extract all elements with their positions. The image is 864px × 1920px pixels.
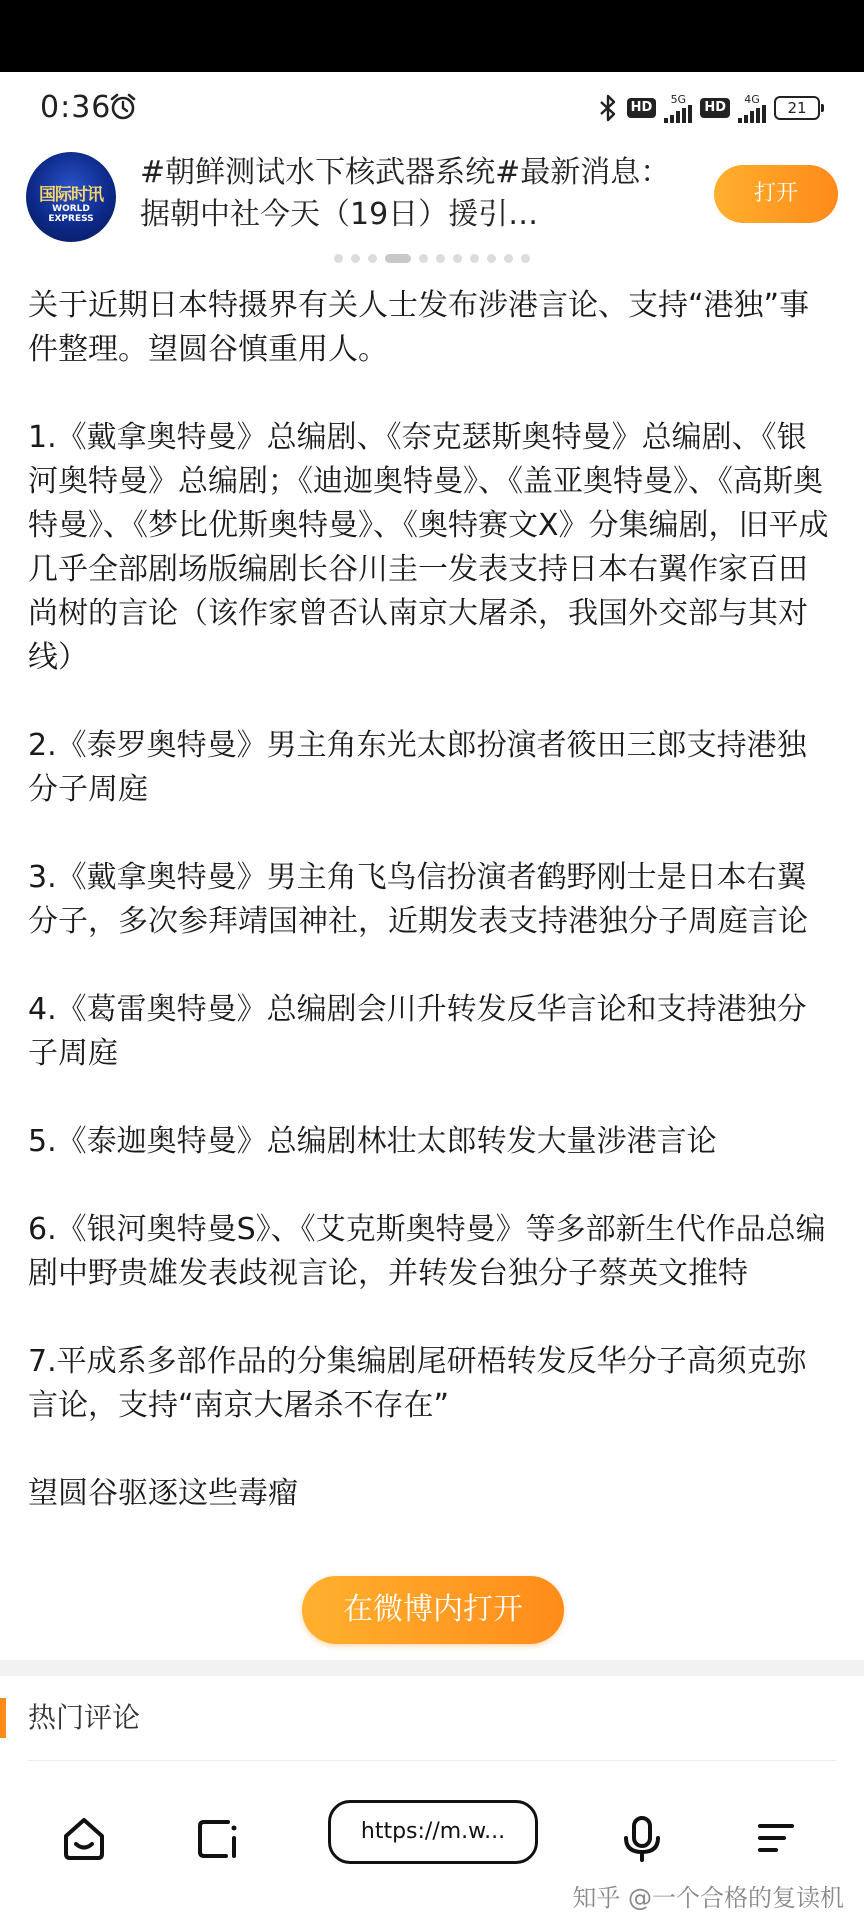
post-paragraph-7: 7.平成系多部作品的分集编剧尾研梧转发反华分子高须克弥言论，支持“南京大屠杀不存在”	[28, 1344, 807, 1423]
status-bar	[0, 72, 864, 146]
carousel-dots	[0, 254, 864, 266]
hd-badge-2: HD	[700, 98, 730, 118]
signal-bars-icon-2	[738, 105, 766, 123]
comments-divider	[28, 1760, 836, 1761]
menu-icon[interactable]	[748, 1810, 804, 1866]
section-accent-bar	[0, 1698, 6, 1738]
post-paragraph-5: 5.《泰迦奥特曼》总编剧林壮太郎转发大量涉港言论	[28, 1124, 717, 1159]
signal-5g	[664, 94, 692, 123]
news-headline[interactable]: #朝鲜测试水下核武器系统#最新消息：据朝中社今天（19日）援引…	[140, 155, 671, 232]
carousel-dot	[419, 254, 428, 263]
avatar-logo-sub: WORLD EXPRESS	[48, 204, 94, 224]
bluetooth-icon	[597, 93, 619, 123]
post-header	[0, 146, 864, 256]
signal-4g	[738, 94, 766, 123]
signal-bars-icon	[664, 105, 692, 123]
alarm-icon	[108, 92, 138, 122]
carousel-dot	[453, 254, 462, 263]
post-body	[28, 284, 836, 1516]
browser-bottom-bar	[0, 1776, 864, 1920]
status-time: 0:36	[40, 90, 112, 125]
battery-icon: 21	[774, 96, 820, 120]
hd-badge: HD	[627, 98, 657, 118]
status-icons	[597, 92, 820, 124]
carousel-dot	[504, 254, 513, 263]
carousel-dot	[368, 254, 377, 263]
post-paragraph-1: 1.《戴拿奥特曼》总编剧、《奈克瑟斯奥特曼》总编剧、《银河奥特曼》总编剧；《迪迦奥特曼》、《盖亚奥特曼》、《高斯奥特曼》、《梦比优斯奥特曼》、《奥特赛文X》分集编剧，旧平成几乎全部剧场版编剧长谷川圭一发表支持日本右翼作家百田尚树的言论（该作家曾否认南京大屠杀，我国外交部与其对线）	[28, 420, 829, 675]
signal-4g-label: 4G	[744, 92, 760, 106]
post-paragraph-closing: 望圆谷驱逐这些毒瘤	[28, 1476, 298, 1511]
open-in-weibo-button[interactable]: 在微博内打开	[302, 1576, 564, 1644]
tabs-icon[interactable]	[190, 1810, 246, 1866]
post-paragraph-intro: 关于近期日本特摄界有关人士发布涉港言论、支持“港独”事件整理。望圆谷慎重用人。	[28, 288, 810, 367]
carousel-dot-active	[385, 254, 411, 263]
post-paragraph-3: 3.《戴拿奥特曼》男主角飞鸟信扮演者鹤野刚士是日本右翼分子，多次参拜靖国神社，近期发表支持港独分子周庭言论	[28, 860, 808, 939]
carousel-dot	[487, 254, 496, 263]
top-black-bar	[0, 0, 864, 72]
post-paragraph-6: 6.《银河奥特曼S》、《艾克斯奥特曼》等多部新生代作品总编剧中野贵雄发表歧视言论，并转发台独分子蔡英文推特	[28, 1212, 826, 1291]
open-app-button[interactable]: 打开	[714, 165, 838, 223]
signal-5g-label: 5G	[670, 92, 687, 106]
zhihu-watermark: 知乎 @一个合格的复读机	[572, 1884, 844, 1912]
carousel-dot	[470, 254, 479, 263]
carousel-dot	[521, 254, 530, 263]
home-icon[interactable]	[56, 1810, 112, 1866]
carousel-dot	[334, 254, 343, 263]
hot-comments-title: 热门评论	[28, 1701, 141, 1734]
avatar-logo-text: 国际时讯	[39, 185, 103, 205]
microphone-icon[interactable]	[614, 1810, 670, 1866]
carousel-dot	[351, 254, 360, 263]
account-avatar[interactable]	[26, 152, 116, 242]
post-paragraph-2: 2.《泰罗奥特曼》男主角东光太郎扮演者筱田三郎支持港独分子周庭	[28, 728, 807, 807]
carousel-dot	[436, 254, 445, 263]
post-paragraph-4: 4.《葛雷奥特曼》总编剧会川升转发反华言论和支持港独分子周庭	[28, 992, 807, 1071]
section-divider	[0, 1660, 864, 1676]
url-bar[interactable]: https://m.w...	[328, 1800, 538, 1864]
